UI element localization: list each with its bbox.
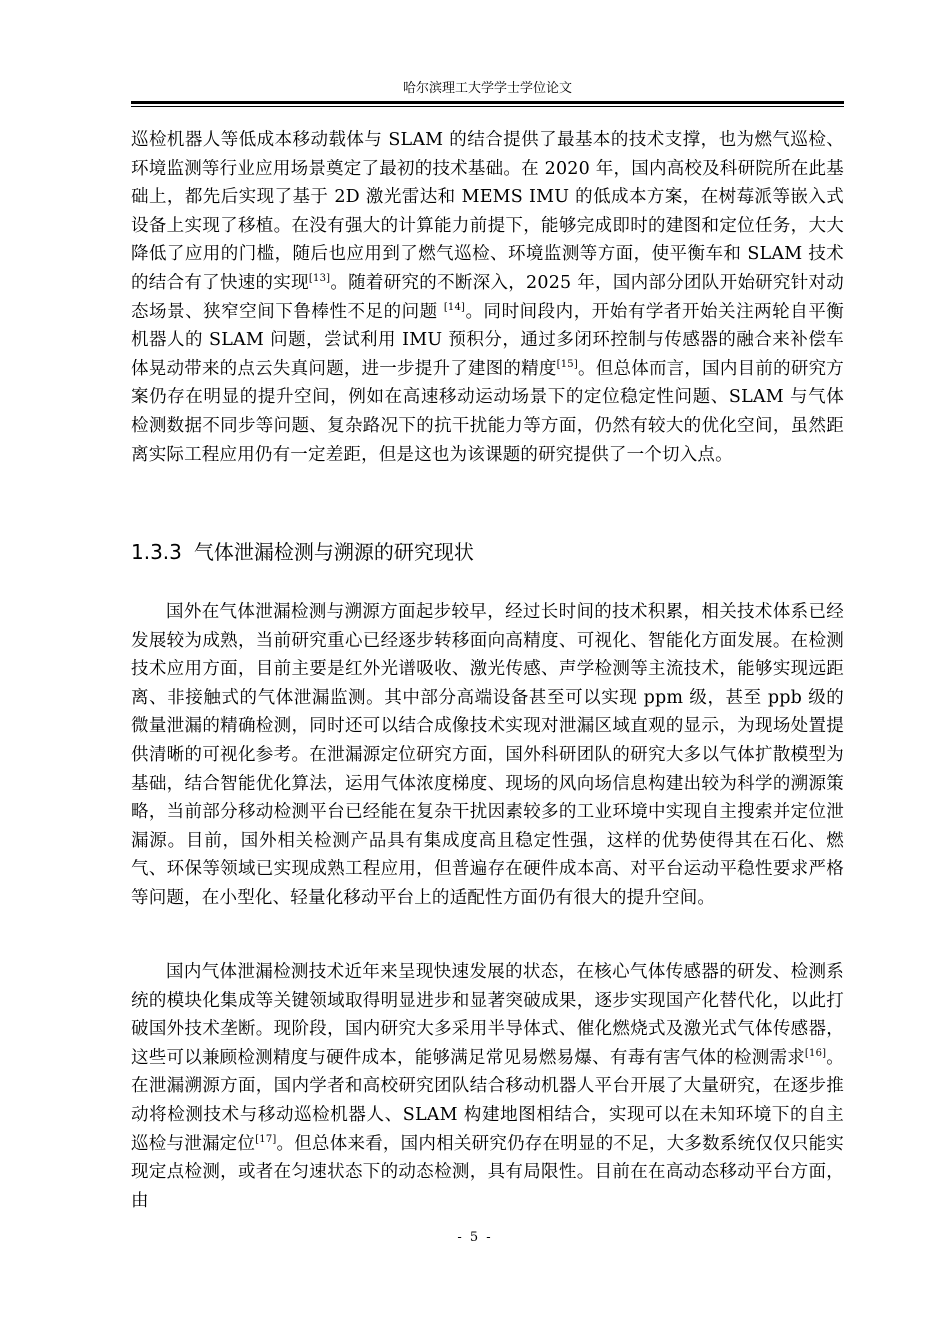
- paragraph-slam-domestic: [131, 126, 844, 469]
- paragraph-text: 。随着研究的不断深入，2025 年，国内部分团队开始研究针对动态场景、狭窄空间下鲁棒性不足的问题: [131, 272, 845, 322]
- citation: [16]: [804, 1047, 827, 1059]
- section-number: 1.3.3: [131, 540, 182, 564]
- paragraph-text: 国内气体泄漏检测技术近年来呈现快速发展的状态，在核心气体传感器的研发、检测系统的模块化集成等关键领域取得明显进步和显著突破成果，逐步实现国产化替代化，以此打破国外技术垄断。现阶段，国内研究大多采用半导体式、催化燃烧式及激光式气体传感器，这些可以兼顾检测精度与硬件成本，能够满足常见易燃易爆、有毒有害气体的检测需求: [131, 962, 844, 1068]
- paragraph-text: 巡检机器人等低成本移动载体与 SLAM 的结合提供了最基本的技术支撑，也为燃气巡检、环境监测等行业应用场景奠定了最初的技术基础。在 2020 年，国内高校及科研院所在此基础上，都先后实现了基于 2D 激光雷达和 MEMS IMU 的低成本方案，在树莓派等嵌入式设备上实现了移植。在没有强大的计算能力前提下，能够完成即时的建图和定位任务，大大降低了应用的门槛，随后也应用到了燃气巡检、环境监测等方面，使平衡车和 SLAM 技术的结合有了快速的实现: [131, 130, 844, 293]
- header-rule-thin: [131, 106, 844, 107]
- page-header: 哈尔滨理工大学学士学位论文: [402, 81, 572, 96]
- paragraph-foreign-research: 国外在气体泄漏检测与溯源方面起步较早，经过长时间的技术积累，相关技术体系已经发展较为成熟，当前研究重心已经逐步转移面向高精度、可视化、智能化方面发展。在检测技术应用方面，目前主要是红外光谱吸收、激光传感、声学检测等主流技术，能够实现远距离、非接触式的气体泄漏监测。其中部分高端设备甚至可以实现 ppm 级，甚至 ppb 级的微量泄漏的精确检测，同时还可以结合成像技术实现对泄漏区域直观的显示，为现场处置提供清晰的可视化参考。在泄漏源定位研究方面，国外科研团队的研究大多以气体扩散模型为基础，结合智能优化算法，运用气体浓度梯度、现场的风向场信息构建出较为科学的溯源策略，当前部分移动检测平台已经能在复杂干扰因素较多的工业环境中实现自主搜索并定位泄漏源。目前，国外相关检测产品具有集成度高且稳定性强，这样的优势使得其在石化、燃气、环保等领域已实现成熟工程应用，但普遍存在硬件成本高、对平台运动平稳性要求严格等问题，在小型化、轻量化移动平台上的适配性方面仍有很大的提升空间。: [131, 602, 844, 908]
- citation: [13]: [308, 273, 331, 285]
- paragraph-text: 。但总体而言，国内目前的研究方案仍存在明显的提升空间，例如在高速移动运动场景下的定位稳定性问题、SLAM 与气体检测数据不同步等问题、复杂路况下的抗干扰能力等方面，仍然有较大的优化空间，虽然距离实际工程应用仍有一定差距，但是这也为该课题的研究提供了一个切入点。: [131, 358, 844, 465]
- citation: [15]: [556, 358, 578, 370]
- header-rule-thick: [131, 101, 844, 104]
- citation: [17]: [255, 1133, 277, 1145]
- page-number: - 5 -: [457, 1230, 493, 1245]
- paragraph-domestic-research: [131, 958, 844, 1215]
- section-title: 气体泄漏检测与溯源的研究现状: [193, 540, 474, 564]
- citation: [14]: [443, 301, 466, 313]
- paragraph-text: 。同时间段内，开始有学者开始关注两轮自平衡机器人的 SLAM 问题，尝试利用 IMU 预积分，通过多闭环控制与传感器的融合来补偿车体晃动带来的点云失真问题，进一步提升了建图的精度: [131, 301, 844, 379]
- section-heading: [131, 537, 844, 567]
- paragraph-text: 。但总体来看，国内相关研究仍存在明显的不足，大多数系统仅仅只能实现定点检测，或者在匀速状态下的动态检测，具有局限性。目前在在高动态移动平台方面，由: [131, 1133, 844, 1211]
- paragraph-text: 。在泄漏溯源方面，国内学者和高校研究团队结合移动机器人平台开展了大量研究，在逐步推动将检测技术与移动巡检机器人、SLAM 构建地图相结合，实现可以在未知环境下的自主巡检与泄漏定位: [131, 1047, 844, 1154]
